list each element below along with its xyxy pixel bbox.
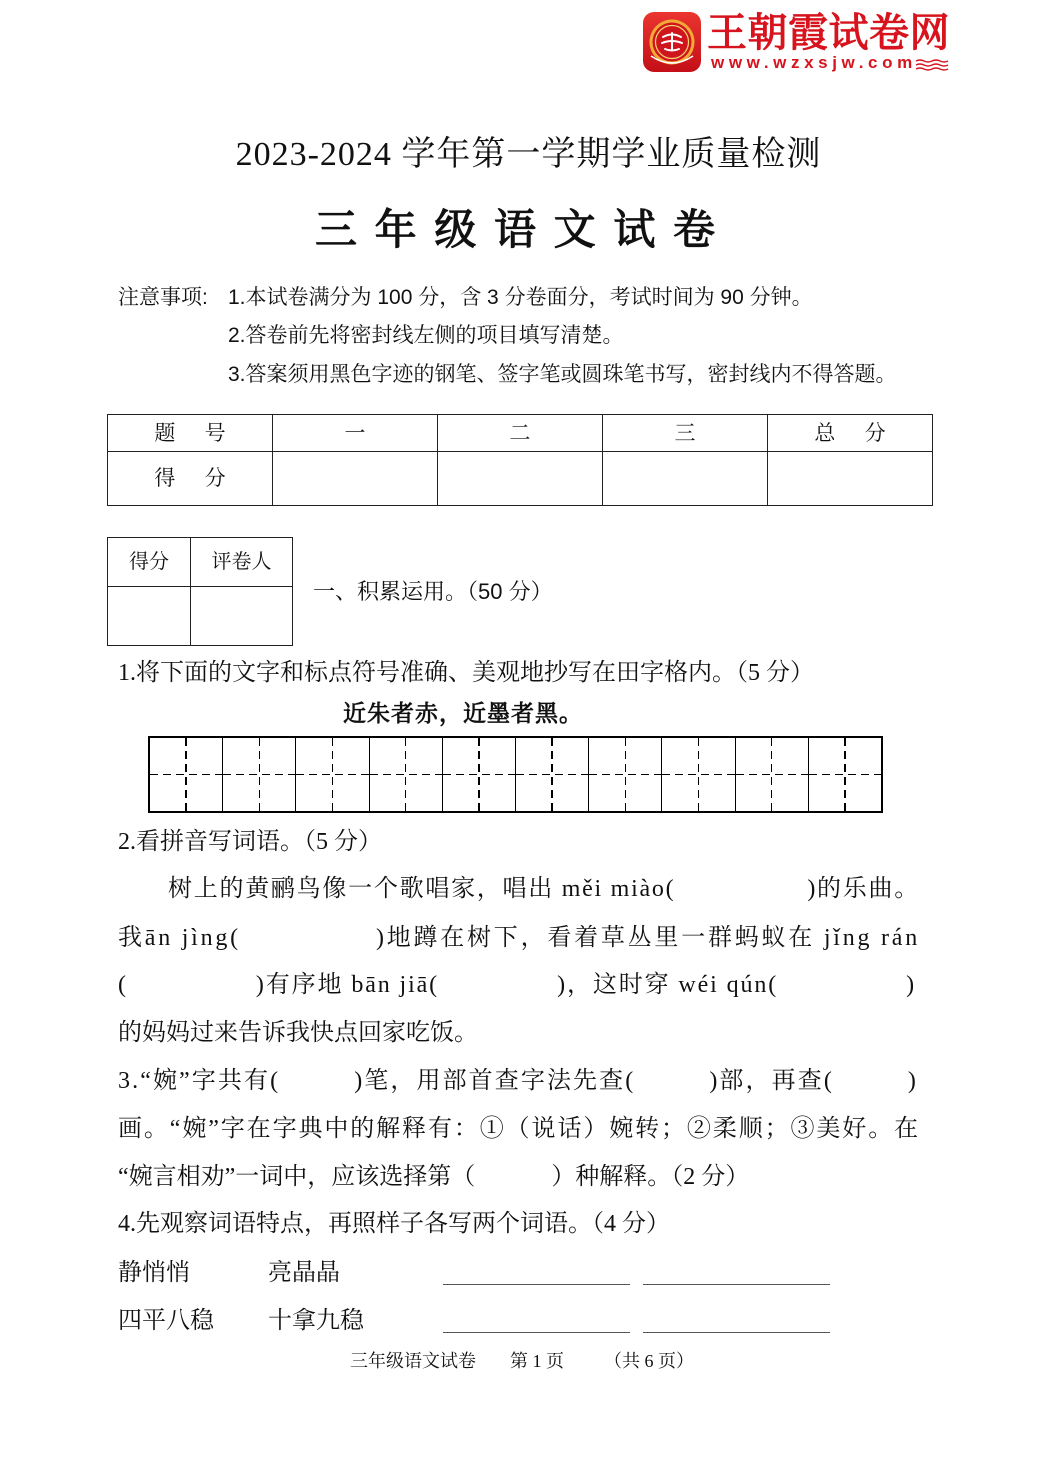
q2-line-1	[168, 877, 920, 901]
score-table-score-row	[108, 452, 933, 506]
decorative-waves-icon	[915, 58, 953, 71]
q2-line-2-text: )地蹲在树下，看着草丛里一群蚂蚁在 jǐng rán	[375, 925, 920, 951]
answer-blank	[778, 991, 906, 992]
q4-example-word: 静悄悄	[118, 1260, 190, 1286]
q2-line-3	[118, 973, 916, 997]
q4-example-word: 四平八稳	[118, 1308, 214, 1334]
q4-prompt: 4.先观察词语特点，再照样子各写两个词语。（4 分）	[118, 1211, 670, 1237]
grader-score-label: 得分	[108, 538, 191, 587]
tianzige-cell	[662, 738, 735, 811]
q3-line-1-text: )笔，用部首查字法先查(	[354, 1068, 636, 1094]
answer-underline	[443, 1284, 630, 1285]
note-item: 1.本试卷满分为 100 分，含 3 分卷面分，考试时间为 90 分钟。	[228, 286, 813, 309]
q1-phrase: 近朱者赤，近墨者黑。	[343, 700, 583, 726]
footer-paper-name: 三年级语文试卷	[350, 1351, 476, 1371]
score-cell-part-1	[273, 452, 438, 506]
tianzige-cell	[150, 738, 223, 811]
tianzige-cell	[516, 738, 589, 811]
score-table-header-cell: 题 号	[108, 415, 273, 452]
note-item: 2.答卷前先将密封线左侧的项目填写清楚。	[228, 324, 624, 347]
q3-line-1-text: )	[907, 1068, 919, 1094]
footer-page-number: 第 1 页	[510, 1351, 564, 1371]
answer-blank	[128, 991, 256, 992]
answer-underline	[443, 1332, 630, 1333]
grader-name-label: 评卷人	[191, 538, 293, 587]
grader-box	[107, 537, 293, 646]
paper-title: 三 年 级 语 文 试 卷	[314, 206, 715, 253]
note-item: 3.答案须用黑色字迹的钢笔、签字笔或圆珠笔书写，密封线内不得答题。	[228, 363, 897, 386]
tianzige-cell	[443, 738, 516, 811]
answer-underline	[643, 1332, 830, 1333]
q2-prompt: 2.看拼音写词语。（5 分）	[118, 829, 382, 855]
brand-website: www.wzxsjw.com	[711, 53, 917, 72]
brand-name: 王朝霞试卷网	[707, 11, 950, 55]
q3-line-2-text: 画。“婉”字在字典中的解释有：①（说话）婉转；②柔顺；③美好。在	[118, 1116, 920, 1142]
site-logo	[643, 12, 701, 72]
q2-line-3-text: )	[906, 972, 917, 998]
answer-blank	[280, 1087, 354, 1088]
q1-prompt: 1.将下面的文字和标点符号准确、美观地抄写在田字格内。（5 分）	[118, 660, 814, 686]
q4-example-word: 十拿九稳	[268, 1308, 364, 1334]
answer-blank	[635, 1087, 709, 1088]
q2-line-3-text: )有序地 bān jiā(	[255, 972, 440, 998]
q2-line-3-text: (	[118, 972, 128, 998]
q2-line-1-text: )的乐曲。	[807, 876, 920, 902]
section-title: 一、积累运用。（50 分）	[313, 579, 553, 604]
q3-line-1	[118, 1069, 918, 1093]
grader-box-header-row	[108, 538, 293, 587]
score-cell-part-3	[603, 452, 768, 506]
q3-line-3-text: ）种解释。（2 分）	[551, 1164, 750, 1190]
q4-example-word: 亮晶晶	[268, 1260, 340, 1286]
answer-blank	[241, 944, 376, 945]
answer-underline	[643, 1284, 830, 1285]
q2-line-2-text: 我ān jìng(	[118, 925, 241, 951]
grader-box-entry-row	[108, 587, 293, 646]
score-table-header-cell: 三	[603, 415, 768, 452]
answer-blank	[439, 991, 557, 992]
q3-line-3-text: “婉言相劝”一词中，应该选择第（	[118, 1164, 476, 1190]
score-table-header-cell: 二	[438, 415, 603, 452]
tianzige-cell	[736, 738, 809, 811]
notes-label: 注意事项:	[118, 286, 208, 309]
q2-line-3-text: )，这时穿 wéi qún(	[557, 972, 779, 998]
score-row-label: 得 分	[108, 452, 273, 506]
q2-line-1-text: 树上的黄鹂鸟像一个歌唱家，唱出 měi miào(	[168, 876, 676, 902]
tianzige-cell	[809, 738, 881, 811]
grader-name-cell	[191, 587, 293, 646]
q3-line-2	[118, 1117, 920, 1141]
q2-line-4: 的妈妈过来告诉我快点回家吃饭。	[118, 1020, 478, 1046]
answer-blank	[475, 1183, 551, 1184]
score-table	[107, 414, 933, 506]
exam-title: 2023-2024 学年第一学期学业质量检测	[235, 136, 822, 173]
score-table-header-row	[108, 415, 933, 452]
score-cell-total	[768, 452, 933, 506]
answer-blank	[675, 895, 807, 896]
tianzige-cell	[589, 738, 662, 811]
answer-blank	[834, 1087, 908, 1088]
footer-total-pages: （共 6 页）	[604, 1351, 694, 1371]
q3-line-1-text: )部，再查(	[709, 1068, 834, 1094]
q2-line-2	[118, 926, 920, 950]
q3-line-3	[118, 1165, 749, 1189]
tianzige-cell	[370, 738, 443, 811]
tianzige-grid	[148, 736, 883, 813]
score-table-header-cell: 一	[273, 415, 438, 452]
tianzige-cell	[223, 738, 296, 811]
tianzige-cell	[296, 738, 369, 811]
grader-score-cell	[108, 587, 191, 646]
score-cell-part-2	[438, 452, 603, 506]
score-table-header-cell: 总 分	[768, 415, 933, 452]
seal-emblem-icon	[643, 12, 701, 72]
q3-line-1-text: 3.“婉”字共有(	[118, 1068, 281, 1094]
